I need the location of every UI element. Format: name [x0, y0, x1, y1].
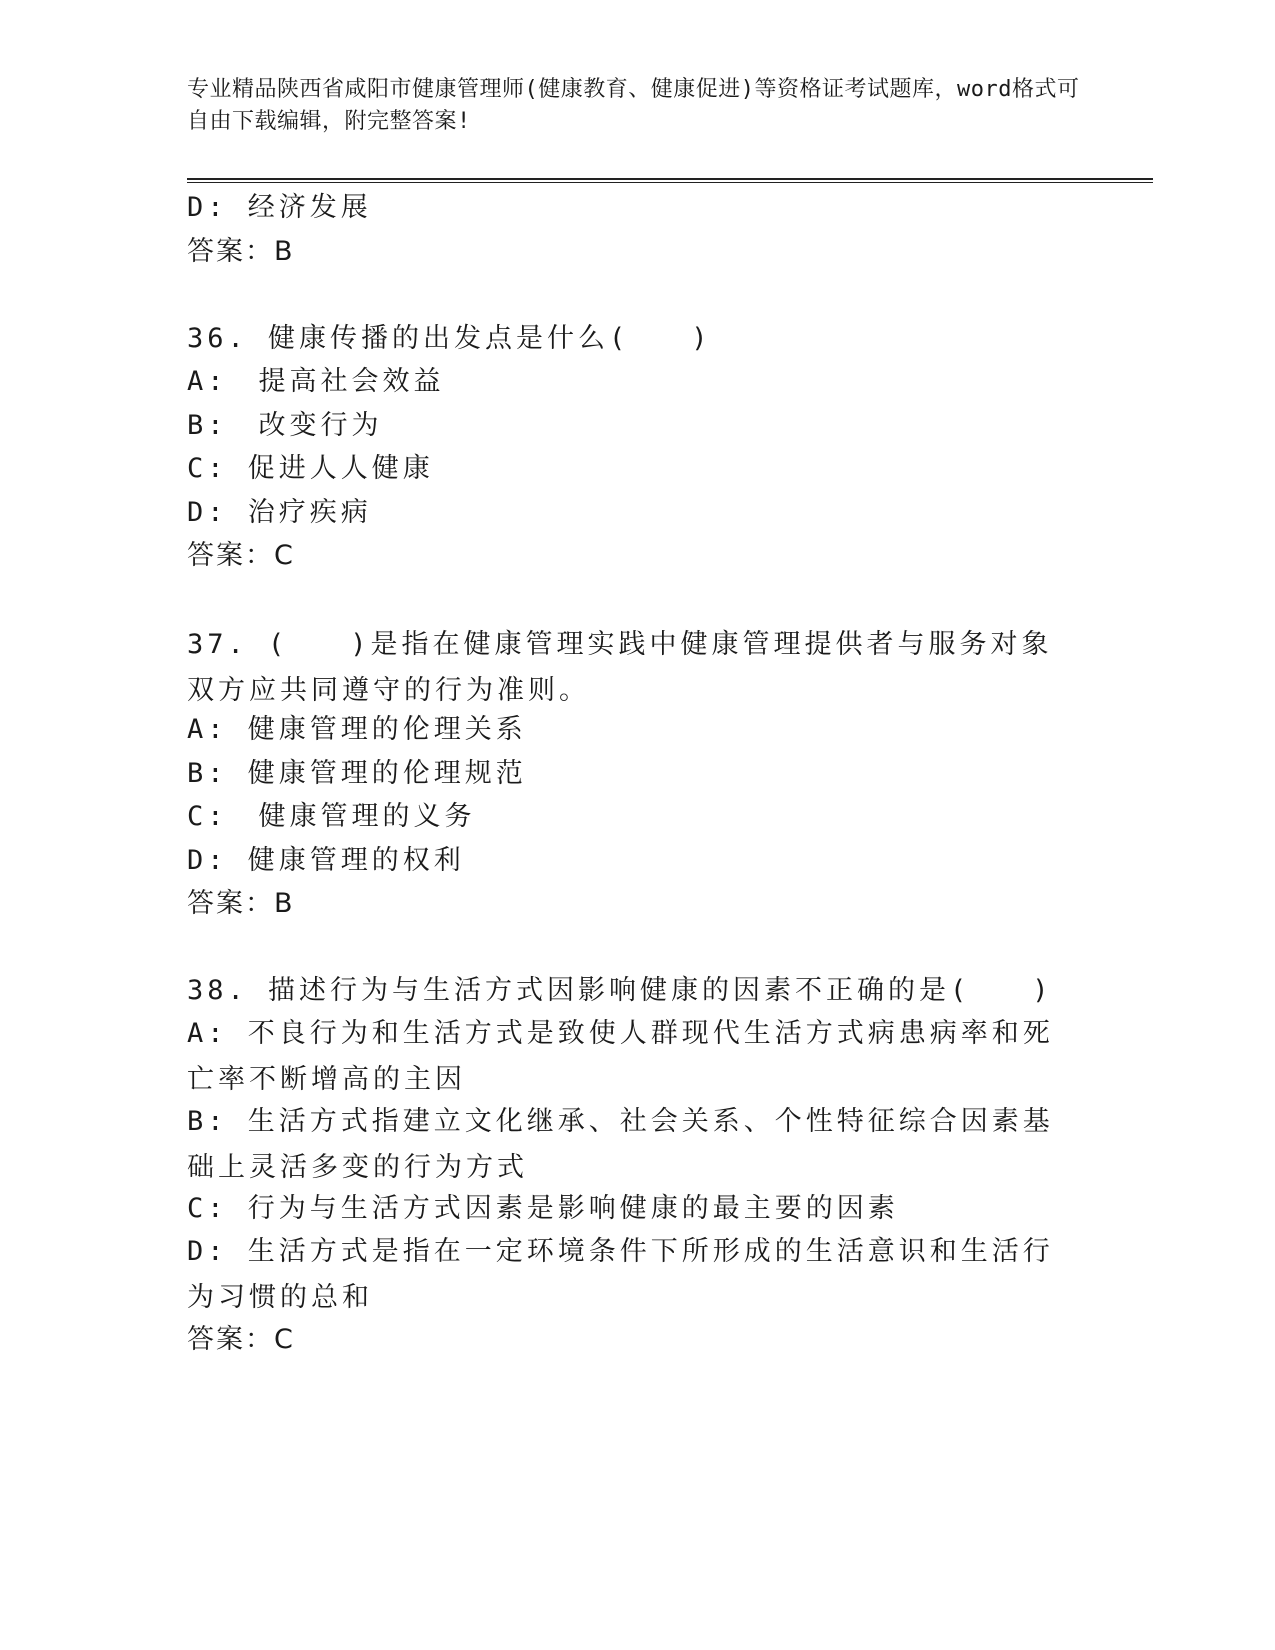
q38-stem: 38. 描述行为与生活方式因影响健康的因素不正确的是( ): [187, 975, 1053, 1006]
q38-option-c: C: 行为与生活方式因素是影响健康的最主要的因素: [187, 1193, 899, 1224]
q36-stem: 36. 健康传播的出发点是什么( ): [187, 323, 712, 354]
q36-option-d: D: 治疗疾病: [187, 497, 372, 528]
prev-option-d: D: 经济发展: [187, 192, 372, 223]
q37-option-c: C: 健康管理的义务: [187, 801, 476, 832]
q37-option-b: B: 健康管理的伦理规范: [187, 758, 527, 789]
q36-answer: 答案：C: [187, 540, 295, 571]
q37-stem: 37. ( )是指在健康管理实践中健康管理提供者与服务对象双方应共同遵守的行为准则。: [187, 629, 1053, 706]
q37-option-d: D: 健康管理的权利: [187, 845, 465, 876]
q38-option-d: D: 生活方式是指在一定环境条件下所形成的生活意识和生活行为习惯的总和: [187, 1236, 1054, 1313]
prev-answer: 答案：B: [187, 236, 295, 267]
q38-option-a: A: 不良行为和生活方式是致使人群现代生活方式病患病率和死亡率不断增高的主因: [187, 1018, 1054, 1095]
q36-option-a: A: 提高社会效益: [187, 366, 445, 397]
q37-answer: 答案：B: [187, 888, 295, 919]
q38-answer: 答案：C: [187, 1324, 295, 1355]
q37-option-a: A: 健康管理的伦理关系: [187, 714, 527, 745]
page-header: 专业精品陕西省咸阳市健康管理师(健康教育、健康促进)等资格证考试题库，word格式可自由下载编辑，附完整答案!: [187, 77, 1080, 134]
q38-option-b: B: 生活方式指建立文化继承、社会关系、个性特征综合因素基础上灵活多变的行为方式: [187, 1106, 1054, 1183]
q36-option-c: C: 促进人人健康: [187, 453, 434, 484]
header-divider: [187, 178, 1153, 183]
q36-option-b: B: 改变行为: [187, 410, 383, 441]
